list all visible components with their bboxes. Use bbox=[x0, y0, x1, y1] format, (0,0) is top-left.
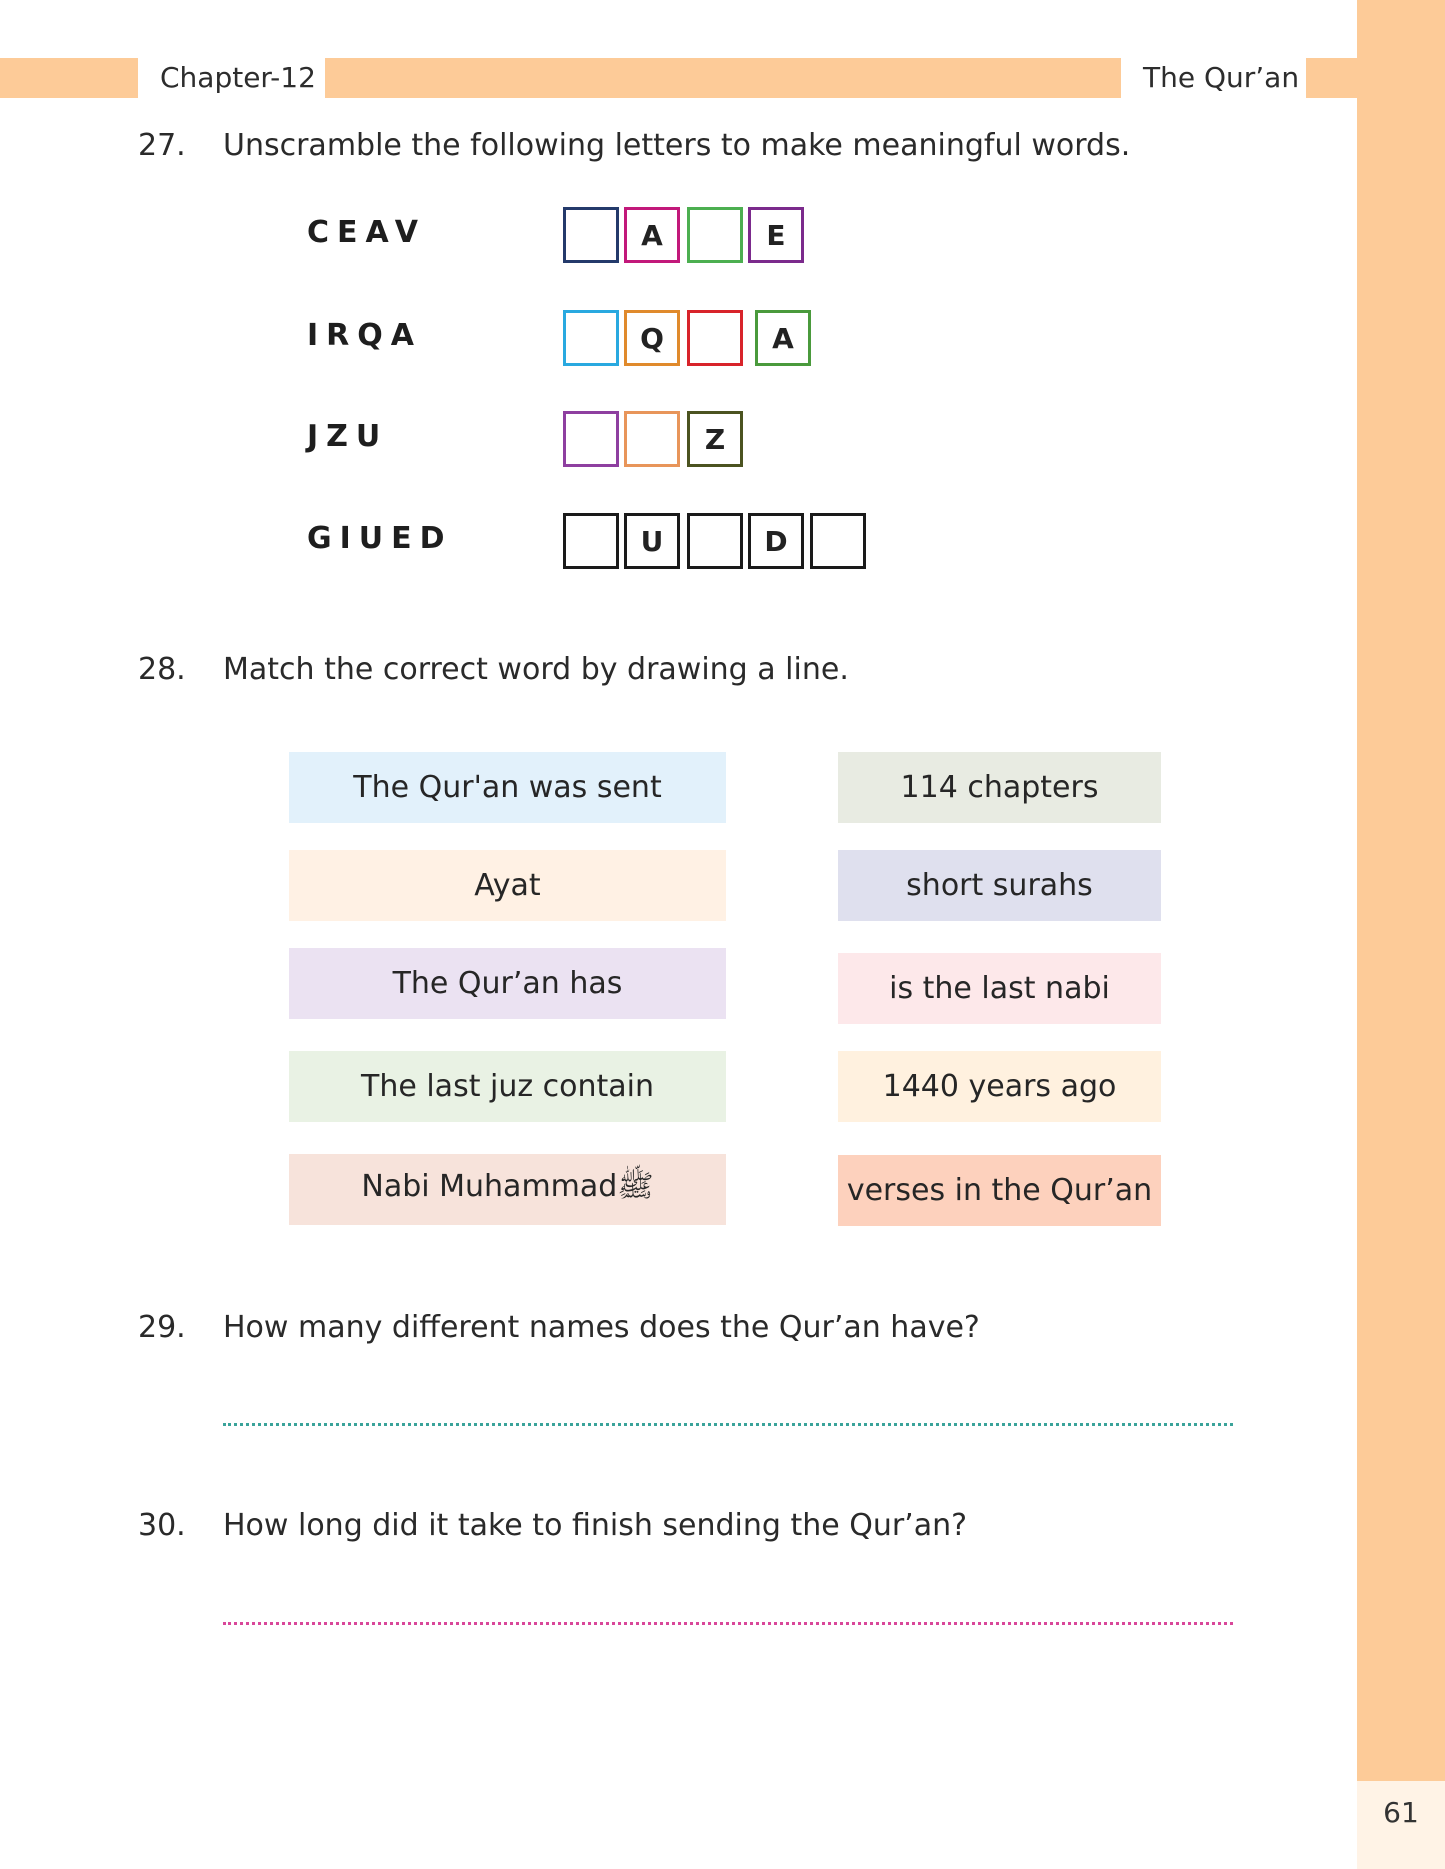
question-30-number: 30. bbox=[138, 1508, 186, 1543]
question-27-number: 27. bbox=[138, 128, 186, 163]
letter-box: U bbox=[624, 513, 680, 569]
letter-box-empty[interactable] bbox=[563, 411, 619, 467]
question-29-number: 29. bbox=[138, 1310, 186, 1345]
question-28-prompt: Match the correct word by drawing a line. bbox=[223, 652, 849, 687]
match-right-item[interactable]: 114 chapters bbox=[838, 752, 1161, 823]
letter-box: E bbox=[748, 207, 804, 263]
question-27-prompt: Unscramble the following letters to make meaningful words. bbox=[223, 128, 1131, 163]
match-left-item[interactable]: The Qur'an was sent bbox=[289, 752, 726, 823]
letter-box-empty[interactable] bbox=[624, 411, 680, 467]
header-bar-middle bbox=[325, 58, 1121, 98]
match-left-item[interactable]: The last juz contain bbox=[289, 1051, 726, 1122]
letter-box-empty[interactable] bbox=[687, 310, 743, 366]
header-bar-left bbox=[0, 58, 138, 98]
side-strip bbox=[1357, 0, 1445, 1869]
answer-line-30[interactable] bbox=[223, 1622, 1233, 1625]
letter-box: D bbox=[748, 513, 804, 569]
letter-box: A bbox=[755, 310, 811, 366]
letter-box-empty[interactable] bbox=[810, 513, 866, 569]
header-bar-right bbox=[1306, 58, 1357, 98]
letter-box-empty[interactable] bbox=[687, 207, 743, 263]
question-28-number: 28. bbox=[138, 652, 186, 687]
scrambled-word: CEAV bbox=[307, 215, 426, 250]
question-30-prompt: How long did it take to finish sending the Qur’an? bbox=[223, 1508, 968, 1543]
page-number: 61 bbox=[1383, 1796, 1419, 1829]
scrambled-word: GIUED bbox=[307, 521, 453, 556]
letter-box: A bbox=[624, 207, 680, 263]
match-right-item[interactable]: is the last nabi bbox=[838, 953, 1161, 1024]
answer-line-29[interactable] bbox=[223, 1423, 1233, 1426]
letter-box-empty[interactable] bbox=[563, 513, 619, 569]
match-left-item[interactable]: Nabi Muhammadﷺ bbox=[289, 1154, 726, 1225]
match-left-item[interactable]: Ayat bbox=[289, 850, 726, 921]
match-right-item[interactable]: 1440 years ago bbox=[838, 1051, 1161, 1122]
chapter-label: Chapter-12 bbox=[160, 61, 316, 94]
letter-box: Q bbox=[624, 310, 680, 366]
letter-box: Z bbox=[687, 411, 743, 467]
chapter-title: The Qur’an bbox=[1143, 61, 1300, 94]
letter-box-empty[interactable] bbox=[563, 310, 619, 366]
letter-box-empty[interactable] bbox=[687, 513, 743, 569]
scrambled-word: IRQA bbox=[307, 318, 422, 353]
question-29-prompt: How many different names does the Qur’an have? bbox=[223, 1310, 980, 1345]
match-left-item[interactable]: The Qur’an has bbox=[289, 948, 726, 1019]
scrambled-word: JZU bbox=[307, 419, 389, 454]
letter-box-empty[interactable] bbox=[563, 207, 619, 263]
match-right-item[interactable]: verses in the Qur’an bbox=[838, 1155, 1161, 1226]
match-right-item[interactable]: short surahs bbox=[838, 850, 1161, 921]
